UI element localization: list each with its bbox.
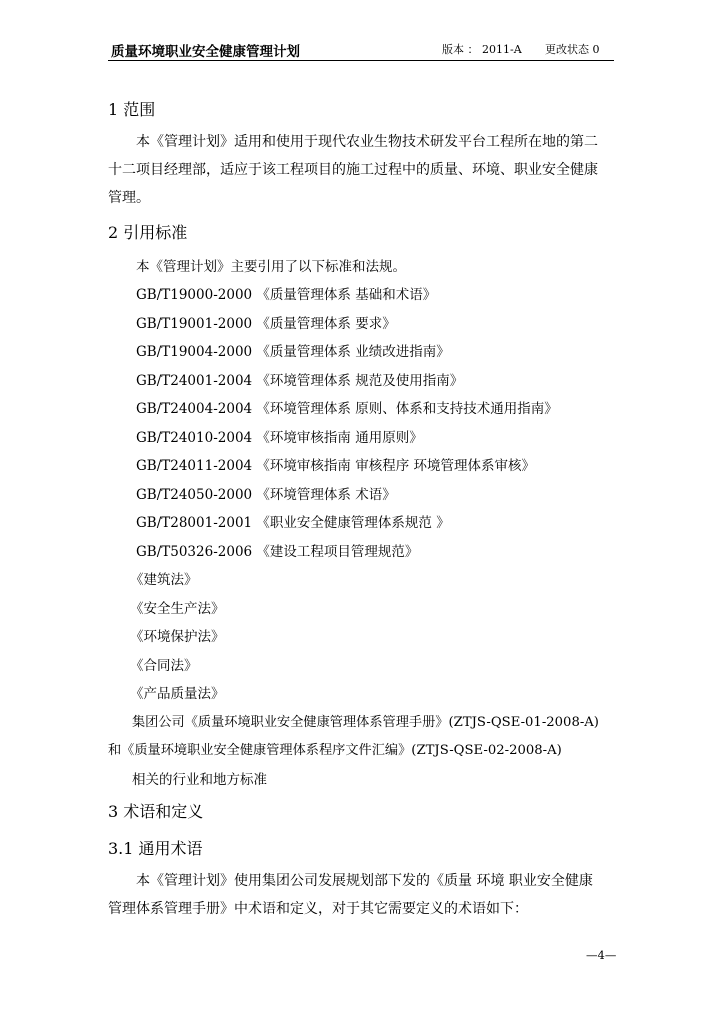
standard-item: GB/T24004-2004 《环境管理体系 原则、体系和支持技术通用指南》: [136, 401, 558, 417]
standard-item: GB/T19000-2000 《质量管理体系 基础和术语》: [136, 287, 437, 303]
law-item: 《安全生产法》: [130, 601, 225, 617]
standard-item: GB/T50326-2006 《建设工程项目管理规范》: [136, 544, 419, 560]
standard-item: GB/T19001-2000 《质量管理体系 要求》: [136, 316, 396, 332]
revision-status: 更改状态 0: [545, 43, 600, 56]
standard-item: GB/T24010-2004 《环境审核指南 通用原则》: [136, 430, 423, 446]
paragraph-line: 管理体系管理手册》中术语和定义，对于其它需要定义的术语如下：: [108, 901, 528, 917]
page-number: —4—: [586, 948, 617, 962]
related-standards: 相关的行业和地方标准: [132, 772, 267, 788]
standard-item: GB/T24001-2004 《环境管理体系 规范及使用指南》: [136, 373, 464, 389]
standard-item: GB/T19004-2000 《质量管理体系 业绩改进指南》: [136, 344, 450, 360]
section-3-heading: 3 术语和定义: [108, 802, 204, 821]
paragraph-line: 本《管理计划》使用集团公司发展规划部下发的《质量 环境 职业安全健康: [136, 873, 593, 889]
version-label: 版本 ： 2011-A: [442, 43, 522, 56]
standard-item: GB/T24011-2004 《环境审核指南 审核程序 环境管理体系审核》: [136, 458, 535, 474]
section-3-1-paragraph: [108, 867, 616, 923]
document-title: 质量环境职业安全健康管理计划: [111, 44, 300, 60]
page-header: [108, 38, 614, 61]
section-2-intro: 本《管理计划》主要引用了以下标准和法规。: [136, 259, 406, 275]
standard-item: GB/T24050-2000 《环境管理体系 术语》: [136, 487, 396, 503]
law-item: 《环境保护法》: [130, 629, 225, 645]
law-item: 《建筑法》: [130, 572, 198, 588]
section-1-heading: 1 范围: [108, 100, 156, 119]
paragraph-line: 本《管理计划》适用和使用于现代农业生物技术研发平台工程所在地的第二: [136, 134, 598, 150]
section-1-paragraph: [108, 128, 616, 212]
paragraph-line: 管理。: [108, 190, 150, 206]
paragraph-line: 十二项目经理部，适应于该工程项目的施工过程中的质量、环境、职业安全健康: [108, 162, 598, 178]
law-item: 《合同法》: [130, 658, 198, 674]
section-3-1-heading: 3.1 通用术语: [108, 839, 203, 858]
group-manual-line: 集团公司《质量环境职业安全健康管理体系管理手册》(ZTJS-QSE-01-2008-A): [132, 715, 599, 730]
law-item: 《产品质量法》: [130, 686, 225, 702]
section-2-heading: 2 引用标准: [108, 223, 188, 242]
standard-item: GB/T28001-2001 《职业安全健康管理体系规范 》: [136, 515, 450, 531]
group-manual-line: 和《质量环境职业安全健康管理体系程序文件汇编》(ZTJS-QSE-02-2008-A): [108, 743, 562, 758]
